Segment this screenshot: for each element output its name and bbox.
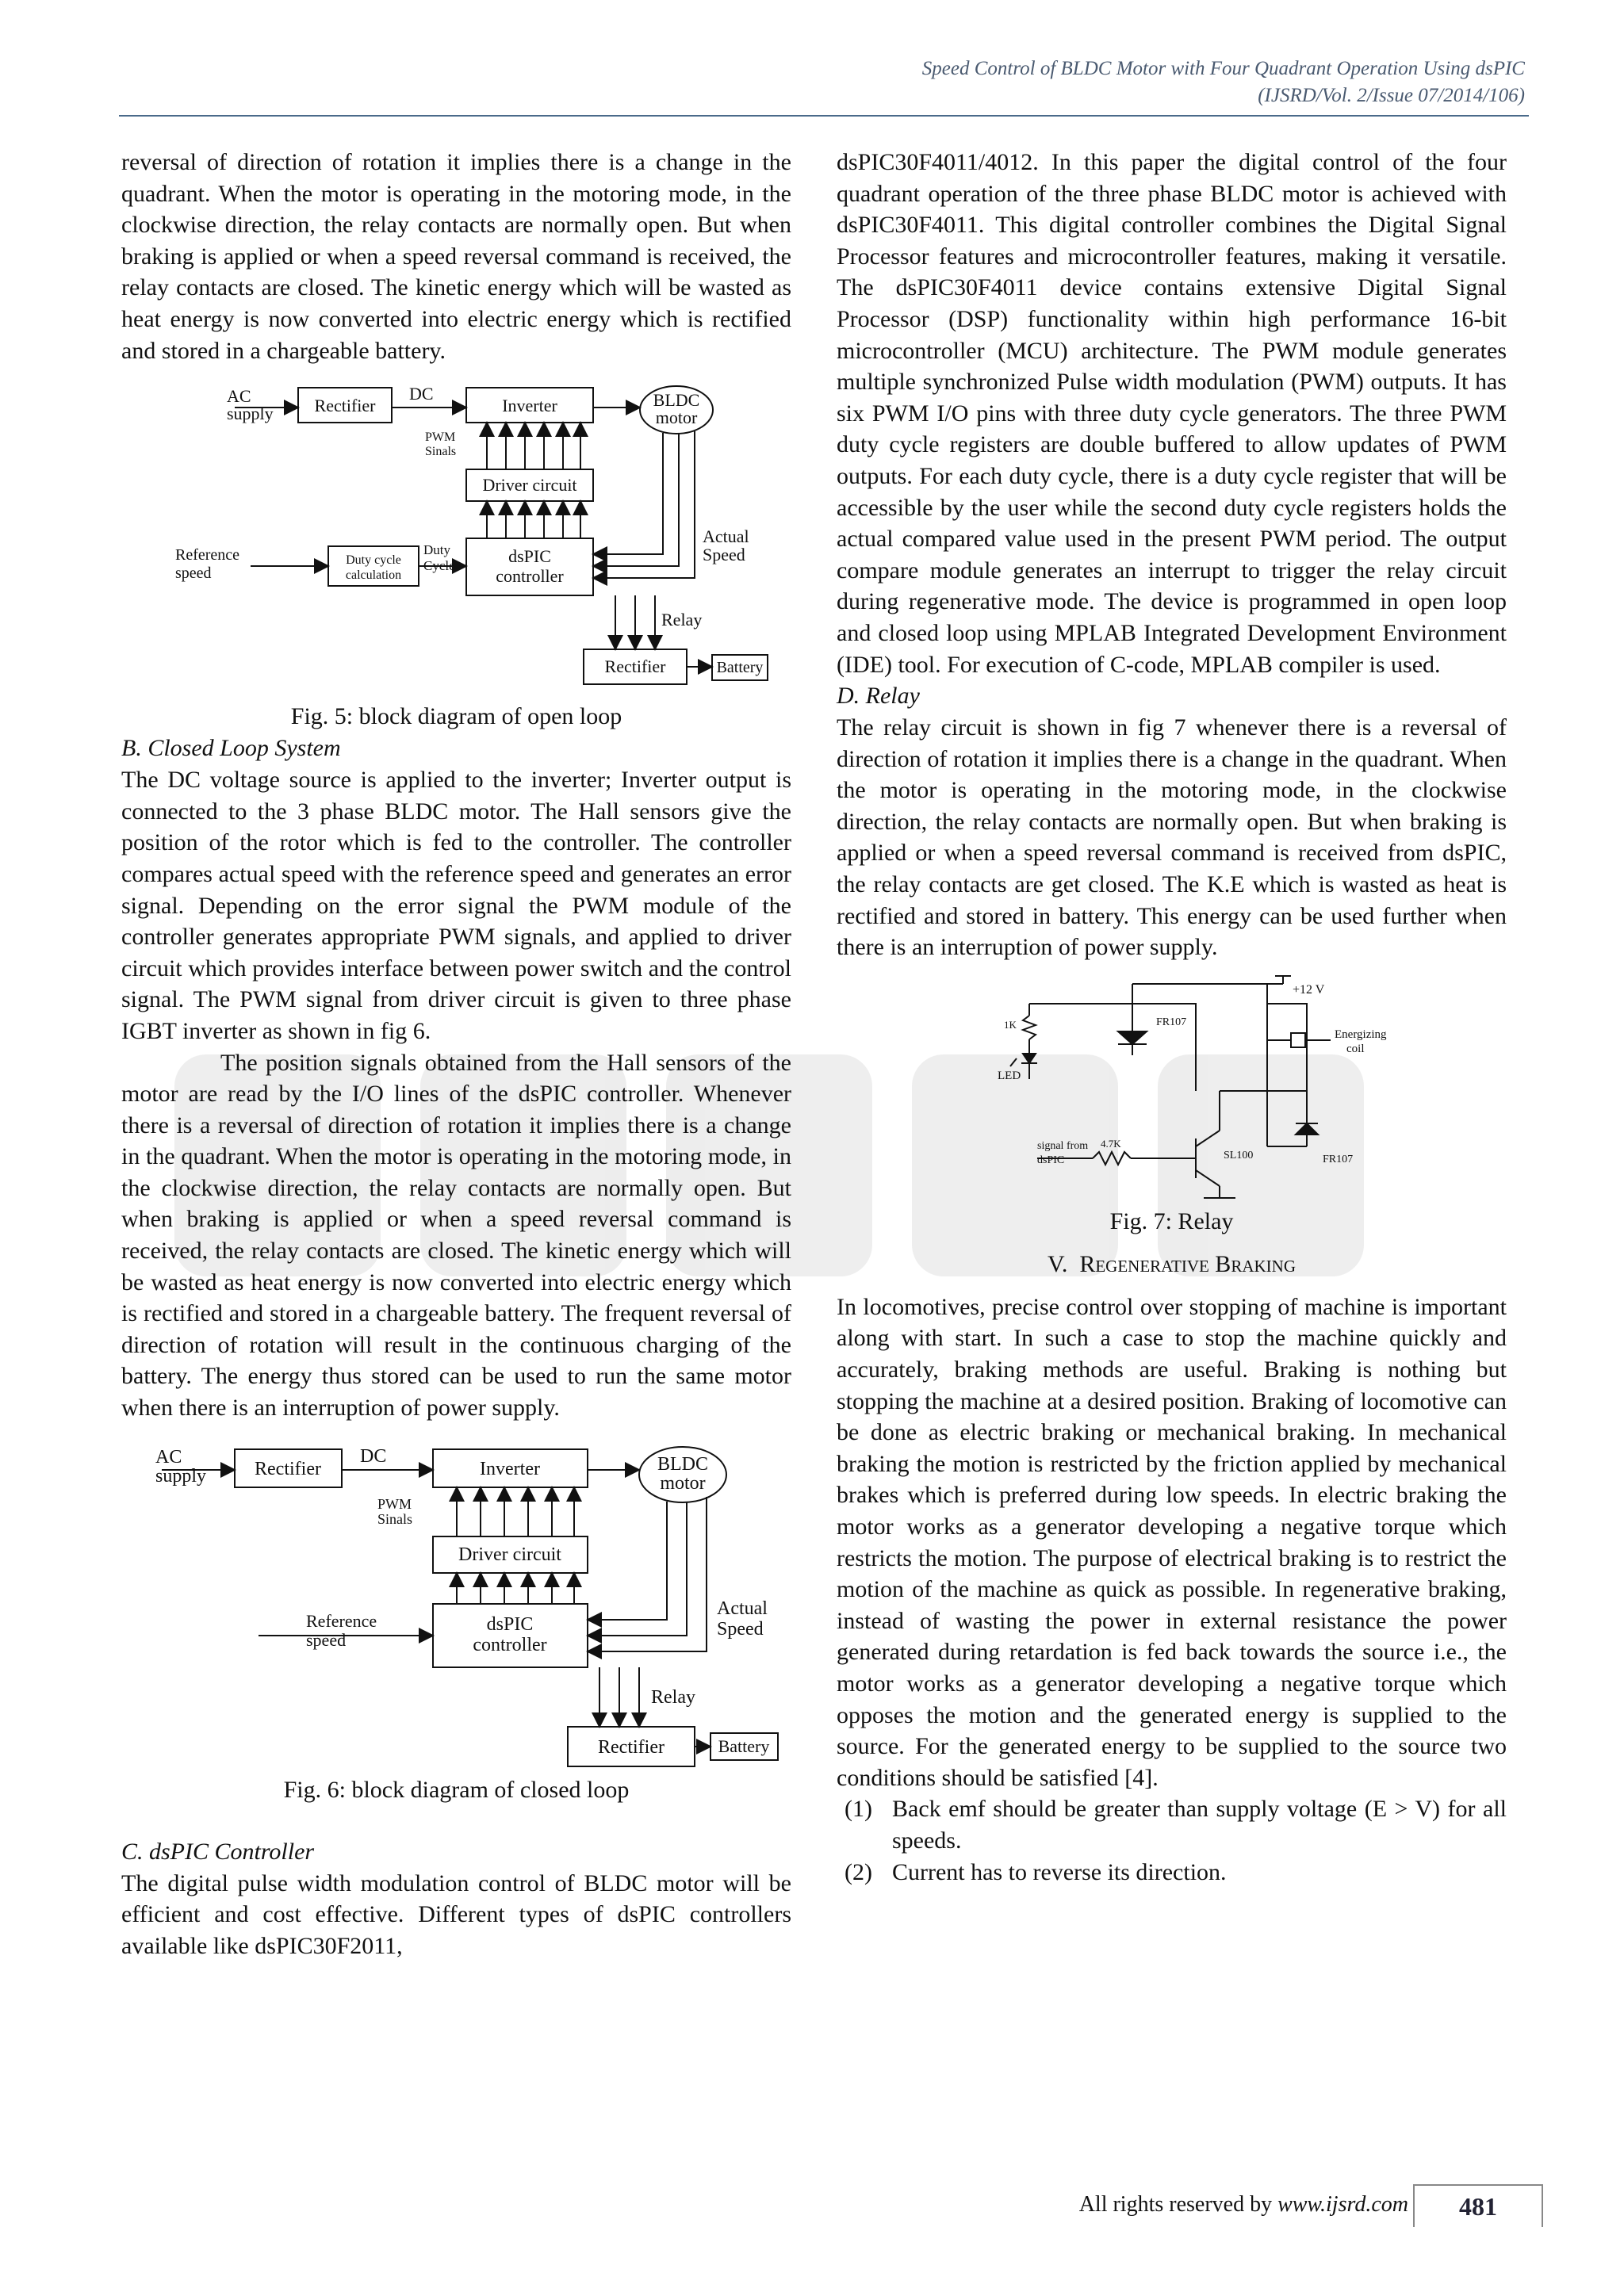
- condition-number: (2): [845, 1858, 872, 1885]
- right-column: [837, 147, 1507, 1888]
- fig5-relay: Relay: [661, 610, 702, 630]
- header-rule: [119, 115, 1529, 117]
- fig7-signal-2: dsPIC: [1036, 1154, 1064, 1166]
- fig5-inverter: Inverter: [501, 396, 557, 416]
- fig7-coil-2: coil: [1346, 1042, 1364, 1055]
- running-header: [922, 55, 1525, 109]
- fig6-pwm: PWM: [377, 1495, 412, 1512]
- fig5-rectifier: Rectifier: [314, 396, 375, 416]
- section-v-heading: [837, 1249, 1507, 1280]
- condition-text: Back emf should be greater than supply voltage (E > V) for all speeds.: [892, 1796, 1507, 1854]
- fig6-motor: motor: [659, 1472, 706, 1494]
- fig7-fr107-a: FR107: [1155, 1016, 1186, 1028]
- figure-6: [140, 1441, 774, 1774]
- fig5-dc-label: DC: [408, 384, 434, 404]
- footer-site-link[interactable]: www.ijsrd.com: [1277, 2192, 1408, 2217]
- fig6-relay: Relay: [650, 1686, 695, 1708]
- fig5-actual: Actual: [702, 526, 749, 547]
- fig6-ac-label: AC: [155, 1446, 182, 1468]
- subheading-c: C. dsPIC Controller: [121, 1838, 315, 1865]
- fig5-driver: Driver circuit: [481, 475, 577, 496]
- conditions-list: [837, 1793, 1507, 1888]
- fig6-dc-label: DC: [359, 1445, 386, 1467]
- fig5-actual-speed: Speed: [702, 545, 745, 565]
- fig6-block-diagram: [140, 1441, 774, 1774]
- figure-7: [934, 968, 1410, 1206]
- condition-number: (1): [845, 1796, 872, 1823]
- fig5-pwm: PWM: [424, 430, 455, 445]
- fig5-caption: Fig. 5: block diagram of open loop: [290, 703, 622, 730]
- fig6-inverter: Inverter: [479, 1458, 540, 1479]
- fig6-actual-speed: Speed: [716, 1618, 764, 1640]
- fig7-caption: Fig. 7: Relay: [1109, 1207, 1234, 1234]
- fig7-1k: 1K: [1003, 1018, 1017, 1031]
- fig6-sinals: Sinals: [377, 1510, 412, 1527]
- fig7-sl100: SL100: [1223, 1149, 1253, 1161]
- fig5-dspic: dsPIC: [508, 546, 551, 567]
- fig6-reference: Reference: [305, 1610, 377, 1631]
- fig5-rectifier-2: Rectifier: [604, 656, 665, 677]
- fig6-caption: Fig. 6: block diagram of closed loop: [283, 1776, 630, 1803]
- fig6-driver: Driver circuit: [458, 1544, 561, 1565]
- right-paragraph-2: The relay circuit is shown in fig 7 whenever there is a reversal of direction of rotation it implies there is a change in the quadrant. When the motor is operating in the motoring mode, in the clockwise direction, the relay contacts are normally open. But when braking is applied or when a speed reversal command is received from dsPIC, the relay contacts are get closed. The K.E which is wasted as heat is rectified and stored in battery. This energy can be used further when there is an interruption of power supply.: [837, 714, 1507, 961]
- footer-rights-text: All rights reserved by: [1078, 2192, 1273, 2217]
- fig5-reference: Reference: [174, 546, 239, 564]
- subheading-d: D. Relay: [837, 683, 920, 710]
- fig6-actual: Actual: [716, 1598, 768, 1619]
- fig5-speed: speed: [174, 564, 212, 583]
- fig7-coil-1: Energizing: [1334, 1027, 1387, 1041]
- fig7-12v: +12 V: [1292, 982, 1324, 997]
- right-paragraph-3: In locomotives, precise control over stopping of machine is important along with start. In such a case to stop the machine quickly and accurately, braking methods are useful. Braking is nothing but stopping the machine at a desired position. Braking of locomotive can be done as electric braking or mechanical braking. In mechanical braking the motion is restricted by the friction applied by mechanical brakes which is preferred during low speeds. In electric braking the motor works as a generator developing a negative torque which restricts the motion. The purpose of electrical braking is to restrict the motion of the machine as quick as possible. In regenerative braking, instead of wasting the power in external resistance the power generated during retardation is fed back towards the source i.e., the motor works as a generator developing a negative torque which opposes the motion and the generated energy is supplied to the source. For the generated energy to be supplied to the source two conditions should be satisfied [4].: [837, 1293, 1507, 1791]
- fig7-relay-circuit: [934, 968, 1410, 1206]
- condition-item: [845, 1857, 1507, 1888]
- fig7-47k: 4.7K: [1100, 1137, 1121, 1150]
- header-citation: (IJSRD/Vol. 2/Issue 07/2014/106): [1258, 85, 1525, 106]
- fig5-battery: Battery: [716, 659, 763, 677]
- fig5-supply-label: supply: [226, 404, 274, 424]
- header-title: Speed Control of BLDC Motor with Four Quadrant Operation Using dsPIC: [921, 58, 1525, 79]
- fig6-supply-label: supply: [155, 1465, 206, 1487]
- right-paragraph-1: dsPIC30F4011/4012. In this paper the digital control of the four quadrant operation of the three phase BLDC motor is achieved with dsPIC30F4011. This digital controller combines the Digital Signal Processor features and microcontroller features, making it versatile. The dsPIC30F4011 device contains extensive Digital Signal Processor (DSP) functionality within high performance 16-bit microcontroller (MCU) architecture. The PWM module generates multiple synchronized Pulse width modulation (PWM) outputs. It has six PWM I/O pins with three duty cycle generators. The three PWM duty cycle registers are double buffered to allow updates of PWM outputs. For each duty cycle, there is a duty cycle register that will be accessible by the user while the second duty cycle registers holds the actual compared value used in the present PWM period. The output compare module generates an interrupt to trigger the relay circuit during regenerative mode. The device is programmed in open loop and closed loop using MPLAB Integrated Development Environment (IDE) tool. For execution of C-code, MPLAB compiler is used.: [837, 149, 1507, 678]
- fig7-led: LED: [997, 1069, 1021, 1082]
- fig6-rectifier-2: Rectifier: [597, 1736, 665, 1758]
- fig5-block-diagram: [171, 384, 763, 701]
- left-paragraph-3: The position signals obtained from the Hall sensors of the motor are read by the I/O lines of the dsPIC controller. Whenever there is a reversal of direction of rotation it implies there is a change in the quadrant. When the motor is operating in the motoring mode, in the clockwise direction, the relay contacts are normally open. But when braking is applied or when a speed reversal command is received, the relay contacts are closed. The kinetic energy which will be wasted as heat energy is now converted into electric energy which is rectified and stored in a chargeable battery. The frequent reversal of direction of rotation will result in the continuous charging of the battery. The energy thus stored can be used to run the same motor when there is an interruption of power supply.: [121, 1049, 791, 1422]
- figure-5: [171, 384, 763, 701]
- condition-text: Current has to reverse its direction.: [892, 1858, 1227, 1885]
- footer-rights: [1079, 2192, 1408, 2218]
- fig6-dspic: dsPIC: [486, 1613, 533, 1635]
- condition-item: [845, 1793, 1507, 1856]
- fig5-duty-calc-1: Duty cycle: [345, 553, 401, 568]
- fig5-bldc: BLDC: [653, 390, 699, 411]
- page-number: 481: [1413, 2184, 1543, 2227]
- left-paragraph-2: The DC voltage source is applied to the inverter; Inverter output is connected to the 3 phase BLDC motor. The Hall sensors give the position of the rotor which is fed to the controller. The controller compares actual speed with the reference speed and generates an error signal. Depending on the error signal the PWM module of the controller generates appropriate PWM signals, and applied to driver circuit which provides interface between power switch and the control signal. The PWM signal from driver circuit is given to three phase IGBT inverter as shown in fig 6.: [121, 767, 791, 1044]
- fig6-controller: controller: [472, 1634, 547, 1655]
- fig6-bldc: BLDC: [657, 1453, 708, 1475]
- subheading-b: B. Closed Loop System: [121, 735, 341, 762]
- left-column: [121, 147, 791, 1961]
- fig7-fr107-b: FR107: [1322, 1153, 1353, 1165]
- fig6-speed: speed: [305, 1629, 346, 1650]
- fig6-rectifier: Rectifier: [254, 1458, 321, 1479]
- page-footer: [0, 2184, 1624, 2232]
- section-v-number: V.: [1048, 1250, 1068, 1277]
- fig5-duty: Duty: [423, 542, 450, 558]
- fig5-duty-calc-2: calculation: [345, 568, 401, 583]
- fig5-ac-label: AC: [226, 386, 251, 407]
- left-paragraph-1: reversal of direction of rotation it implies there is a change in the quadrant. When the motor is operating in the motoring mode, in the clockwise direction, the relay contacts are normally open. But when braking is applied or when a speed reversal command is received, the relay contacts are closed. The kinetic energy which will be wasted as heat energy is now converted into electric energy which is rectified and stored in a chargeable battery.: [121, 149, 791, 364]
- fig6-battery: Battery: [718, 1735, 769, 1756]
- section-v-title: Regenerative Braking: [1079, 1250, 1296, 1277]
- fig5-motor: motor: [655, 408, 697, 428]
- left-paragraph-4: The digital pulse width modulation control of BLDC motor will be efficient and cost effective. Different types of dsPIC controllers available like dsPIC30F2011,: [121, 1869, 791, 1959]
- fig5-cycle: Cycle: [423, 558, 455, 574]
- fig7-signal-1: signal from: [1036, 1139, 1088, 1152]
- fig5-controller: controller: [495, 566, 564, 587]
- fig5-sinals: Sinals: [424, 445, 456, 459]
